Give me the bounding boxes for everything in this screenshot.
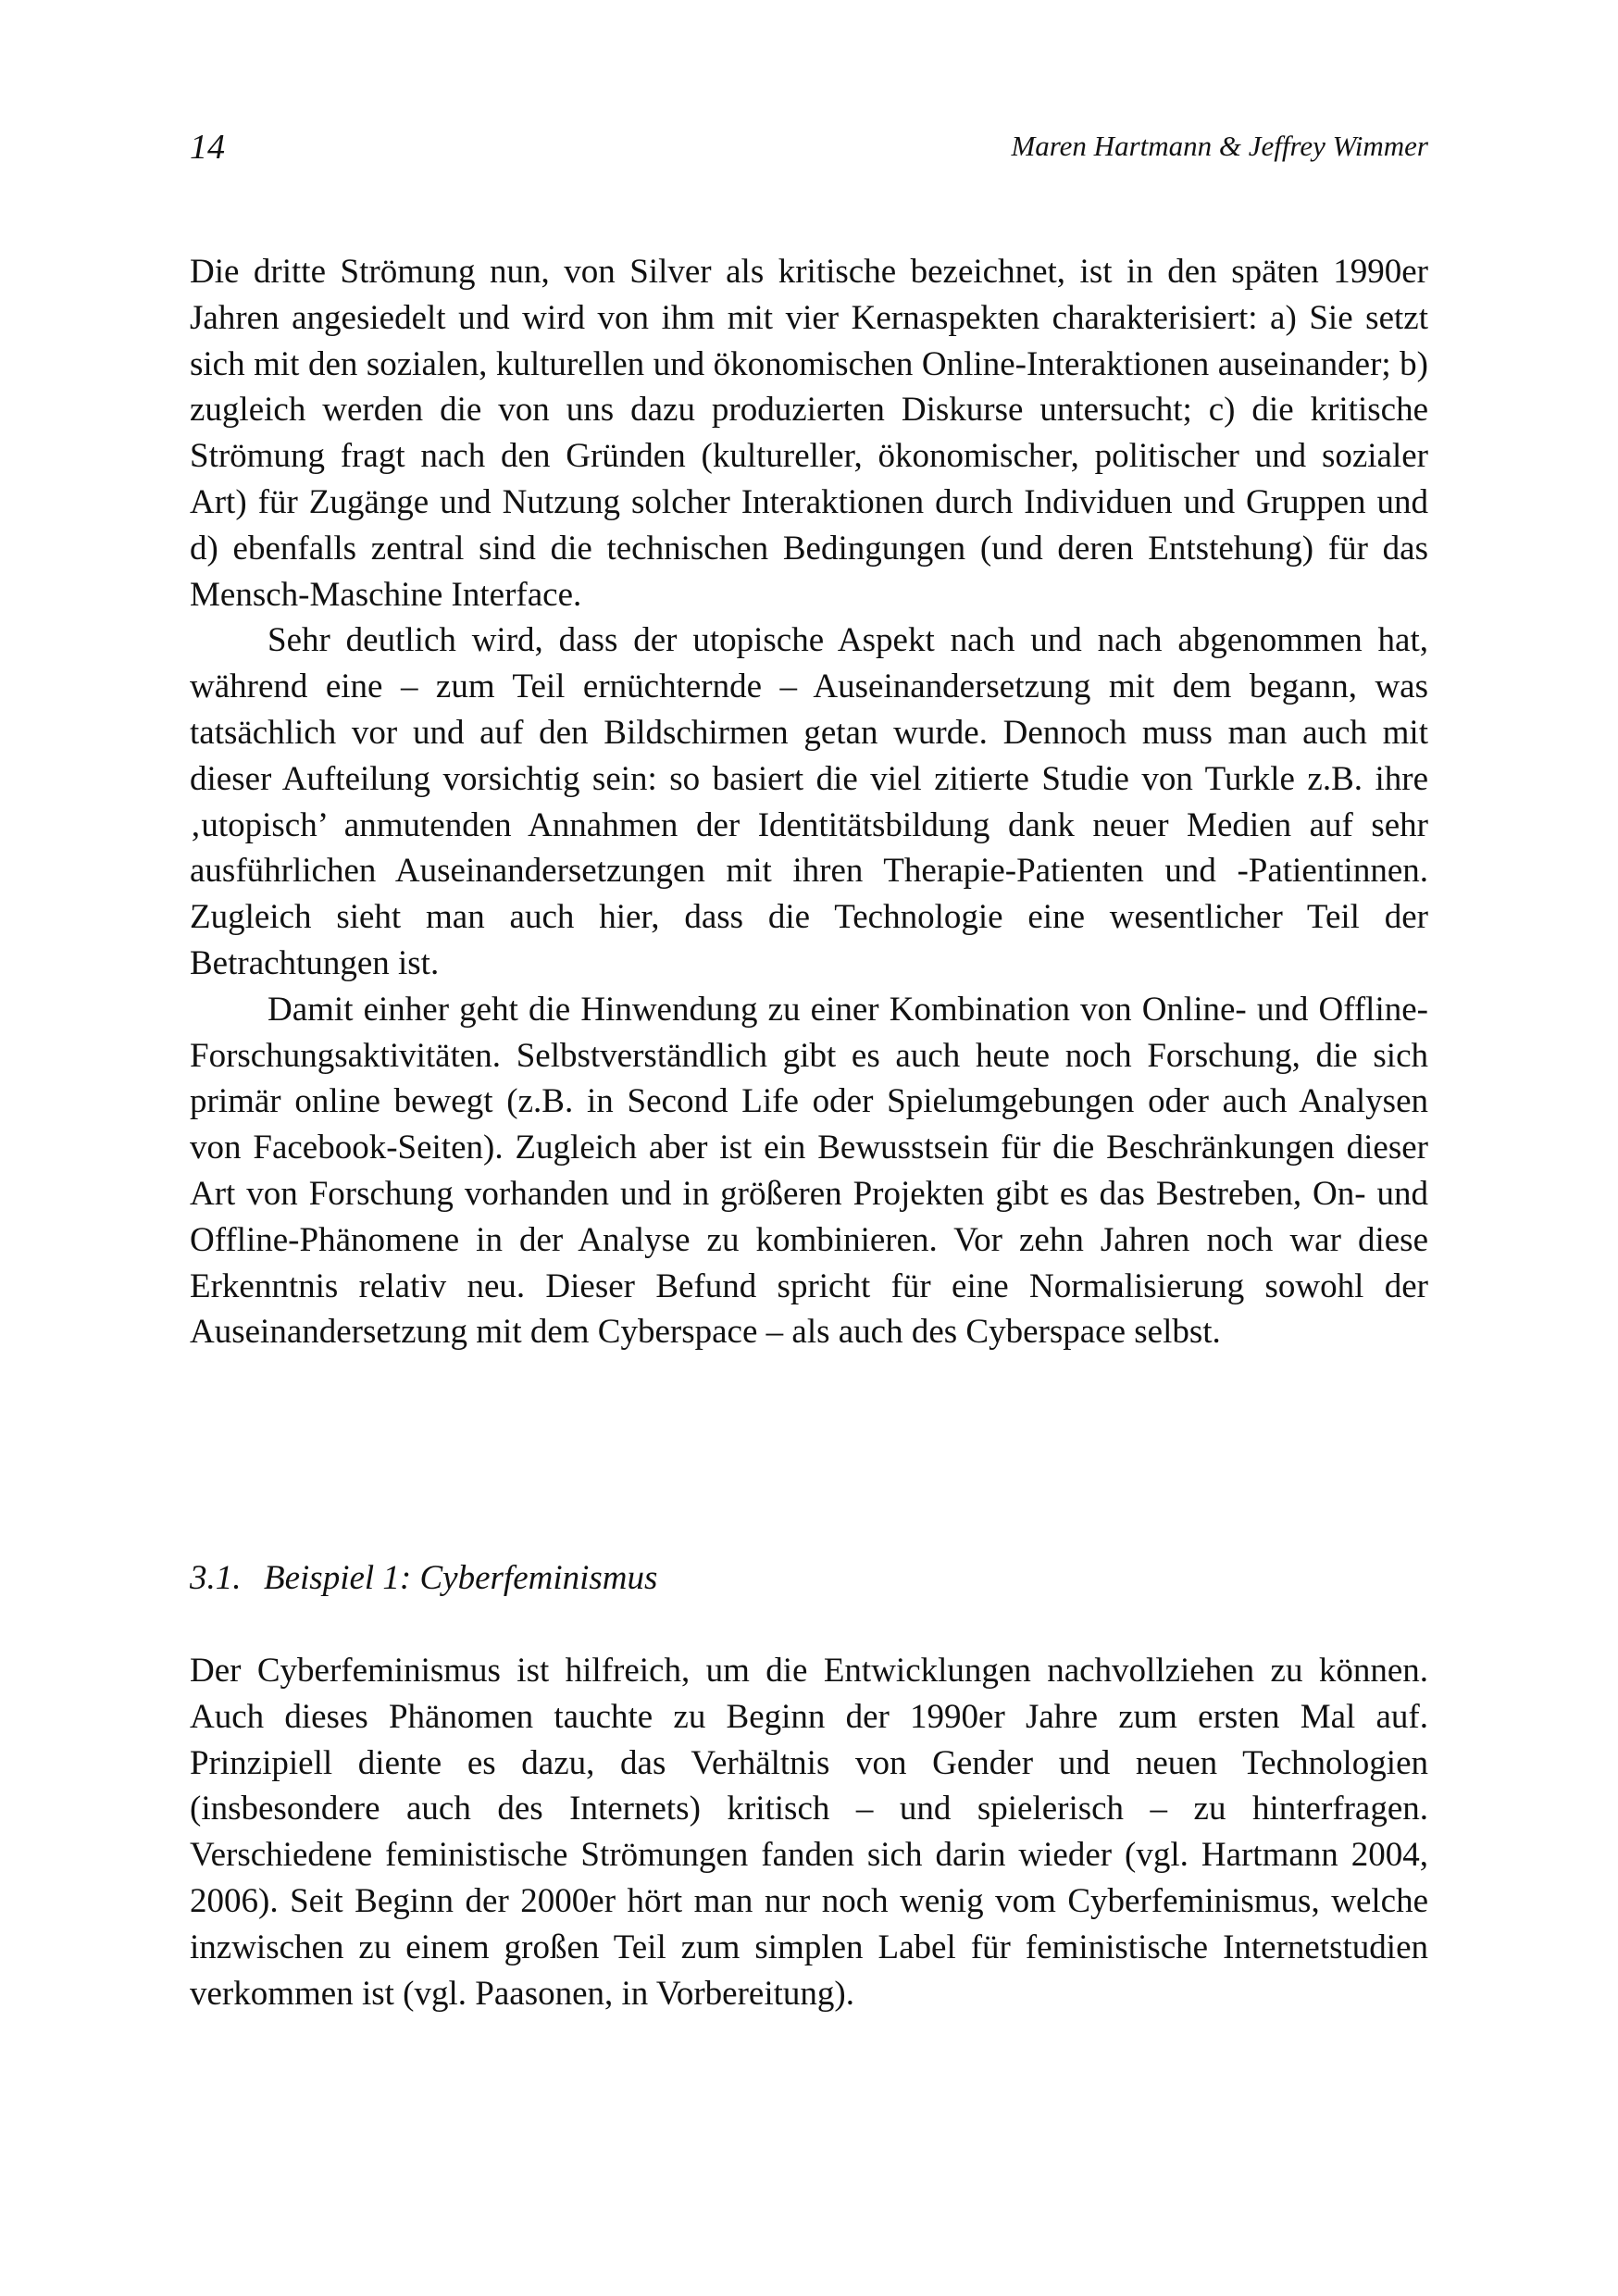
section-body-text xyxy=(190,1648,1428,2016)
paragraph: Sehr deutlich wird, dass der utopische Aspekt nach und nach abgenommen hat, während eine – zum Teil ernüchternde – Auseinandersetzung mit dem begann, was tatsächlich vor und auf den Bildschirmen getan wurde. Dennoch muss man auch mit dieser Aufteilung vorsichtig sein: so basiert die viel zitierte Studie von Turkle z.B. ihre ‚utopisch’ anmutenden Annahmen der Identitätsbildung dank neuer Medien auf sehr ausführlichen Auseinandersetzungen mit ihren Therapie-Patienten und -Patientinnen. Zugleich sieht man auch hier, dass die Technologie eine wesentlicher Teil der Betrachtungen ist. xyxy=(190,621,1428,982)
paragraph: Die dritte Strömung nun, von Silver als kritische bezeichnet, ist in den späten 1990er Jahren angesiedelt und wird von ihm mit vier Kernaspekten charakterisiert: a) Sie setzt sich mit den sozialen, kulturellen und ökonomischen Online-Interaktionen auseinander; b) zugleich werden die von uns dazu produzierten Diskurse untersucht; c) die kritische Strömung fragt nach den Gründen (kultureller, ökonomischer, politischer und sozialer Art) für Zugänge und Nutzung solcher Interaktionen durch Individuen und Gruppen und d) ebenfalls zentral sind die technischen Bedingungen (und deren Entstehung) für das Mensch-Maschine Interface. xyxy=(190,253,1428,614)
paragraph: Der Cyberfeminismus ist hilfreich, um die Entwicklungen nachvollziehen zu können. Auch dieses Phänomen tauchte zu Beginn der 1990er Jahre zum ersten Mal auf. Prinzipiell diente es dazu, das Verhältnis von Gender und neuen Technologien (insbesondere auch des Internets) kritisch – und spielerisch – zu hinterfragen. Verschiedene feministische Strömungen fanden sich darin wieder (vgl. Hartmann 2004, 2006). Seit Beginn der 2000er hört man nur noch wenig vom Cyberfeminismus, welche inzwischen zu einem großen Teil zum simplen Label für feministische Internetstudien verkommen ist (vgl. Paasonen, in Vorbereitung). xyxy=(190,1652,1428,2013)
paragraph: Damit einher geht die Hinwendung zu einer Kombination von Online- und Offline-Forschungsaktivitäten. Selbstverständlich gibt es auch heute noch Forschung, die sich primär online bewegt (z.B. in Second Life oder Spielumgebungen oder auch Analysen von Facebook-Seiten). Zugleich aber ist ein Bewusstsein für die Beschränkungen dieser Art von Forschung vorhanden und in größeren Projekten gibt es das Bestreben, On- und Offline-Phänomene in der Analyse zu kombinieren. Vor zehn Jahren noch war diese Erkenntnis relativ neu. Dieser Befund spricht für eine Normalisierung sowohl der Auseinandersetzung mit dem Cyberspace – als auch des Cyberspace selbst. xyxy=(190,990,1428,1352)
running-head: Maren Hartmann & Jeffrey Wimmer xyxy=(1011,130,1428,162)
page-number: 14 xyxy=(190,128,225,167)
section-number: 3.1. xyxy=(190,1559,242,1597)
section-heading xyxy=(190,1555,657,1602)
body-text-block xyxy=(190,249,1428,1355)
section-title: Beispiel 1: Cyberfeminismus xyxy=(264,1559,658,1597)
